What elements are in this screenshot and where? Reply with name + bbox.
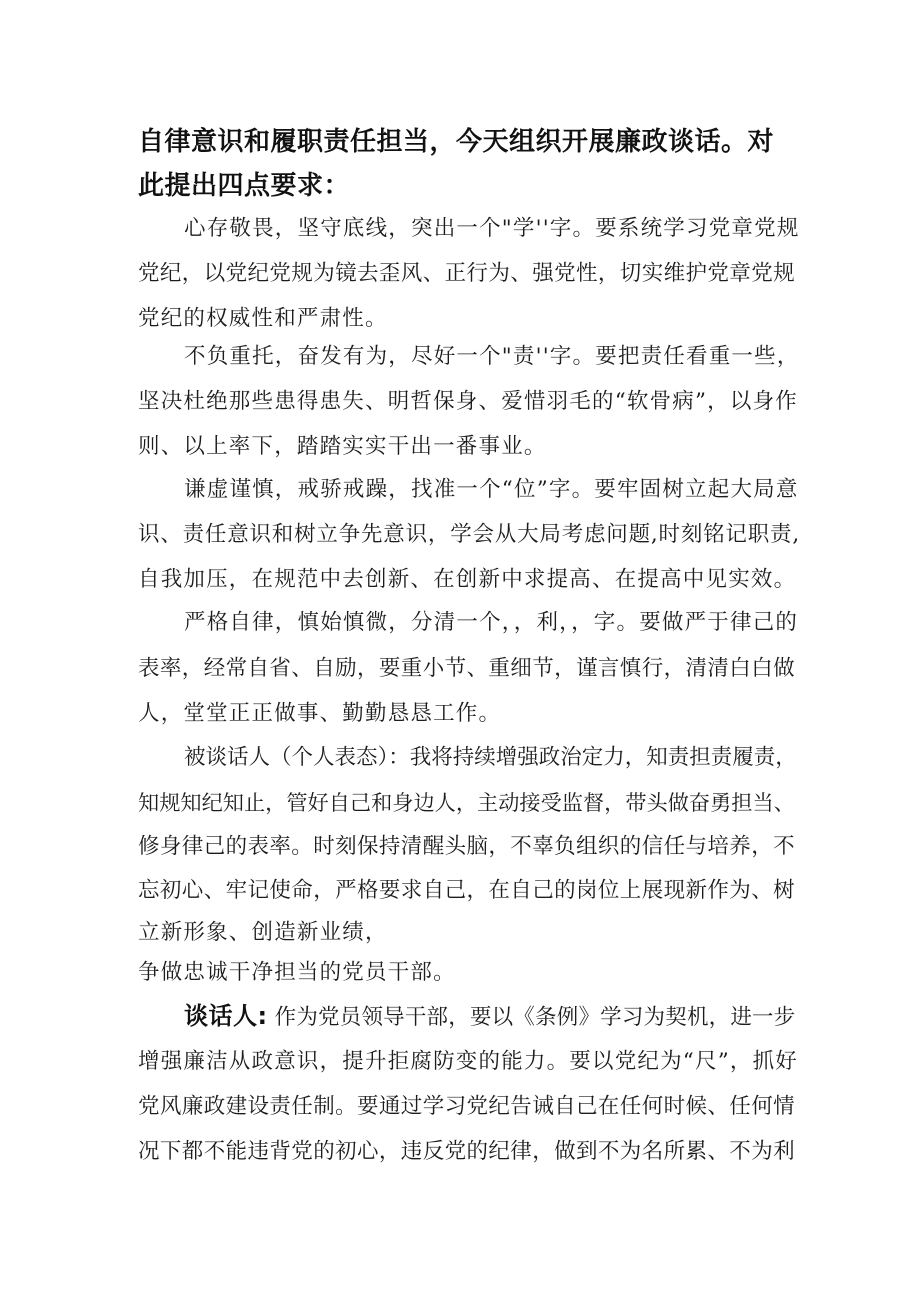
page-heading: 自律意识和履职责任担当，今天组织开展廉政谈话。对此提出四点要求： <box>138 127 775 201</box>
paragraph-6-line-4: 况下都不能违背党的初心，违反党的纪律，做到不为名所累、不为利 <box>138 1139 796 1164</box>
paragraph-3-line-2: 识、责任意识和树立争先意识，学会从大局考虑问题,时刻铭记职责, <box>138 522 800 547</box>
paragraph-5-line-4: 忘初心、牢记使命，严格要求自己，在自己的岗位上展现新作为、树 <box>138 878 796 903</box>
paragraph-6-line-2: 增强廉洁从政意识，提升拒腐防变的能力。要以党纪为“尺”，抓好 <box>138 1049 798 1074</box>
paragraph-5-line-1: 被谈话人（个人表态）：我将持续增强政治定力，知责担责履责， <box>184 745 797 770</box>
paragraph-4-line-2: 表率，经常自省、自励，要重小节、重细节，谨言慎行，清清白白做 <box>138 656 796 681</box>
paragraph-2-line-3: 则、以上率下，踏踏实实干出一番事业。 <box>138 434 547 459</box>
paragraph-1-line-1: 心存敬畏，坚守底线，突出一个"学''字。要系统学习党章党规 <box>184 216 800 241</box>
paragraph-6-line-1-text: 作为党员领导干部，要以《条例》学习为契机，进一步 <box>267 1005 796 1030</box>
paragraph-5-line-6: 争做忠诚干净担当的党员干部。 <box>138 960 456 985</box>
paragraph-2-line-2: 坚决杜绝那些患得患失、明哲保身、爱惜羽毛的“软骨病”，以身作 <box>138 389 798 414</box>
paragraph-1-line-3: 党纪的权威性和严肃性。 <box>138 306 388 331</box>
paragraph-1-line-2: 党纪，以党纪党规为镜去歪风、正行为、强党性，切实维护党章党规 <box>138 261 796 286</box>
paragraph-3-line-1: 谦虚谨慎，戒骄戒躁，找准一个“位”字。要牢固树立起大局意 <box>184 477 799 502</box>
paragraph-5-line-5: 立新形象、创造新业绩， <box>138 920 388 945</box>
speaker-label: 谈话人: <box>184 1002 268 1030</box>
paragraph-5-line-2: 知规知纪知止，管好自己和身边人，主动接受监督，带头做奋勇担当、 <box>138 790 795 815</box>
paragraph-4-line-3: 人，堂堂正正做事、勤勤恳恳工作。 <box>138 701 502 726</box>
paragraph-2-line-1: 不负重托，奋发有为，尽好一个"责''字。要把责任看重一些， <box>184 344 800 369</box>
paragraph-4-line-1: 严格自律，慎始慎微，分清一个，，利，，字。要做严于律己的 <box>184 610 799 635</box>
paragraph-5-line-3: 修身律己的表率。时刻保持清醒头脑，不辜负组织的信任与培养，不 <box>138 834 796 859</box>
paragraph-6-line-3: 党风廉政建设责任制。要通过学习党纪告诫自己在任何时候、任何情 <box>138 1094 796 1119</box>
paragraph-3-line-3: 自我加压，在规范中去创新、在创新中求提高、在提高中见实效。 <box>138 567 797 592</box>
paragraph-6-line-1 <box>184 1001 795 1033</box>
